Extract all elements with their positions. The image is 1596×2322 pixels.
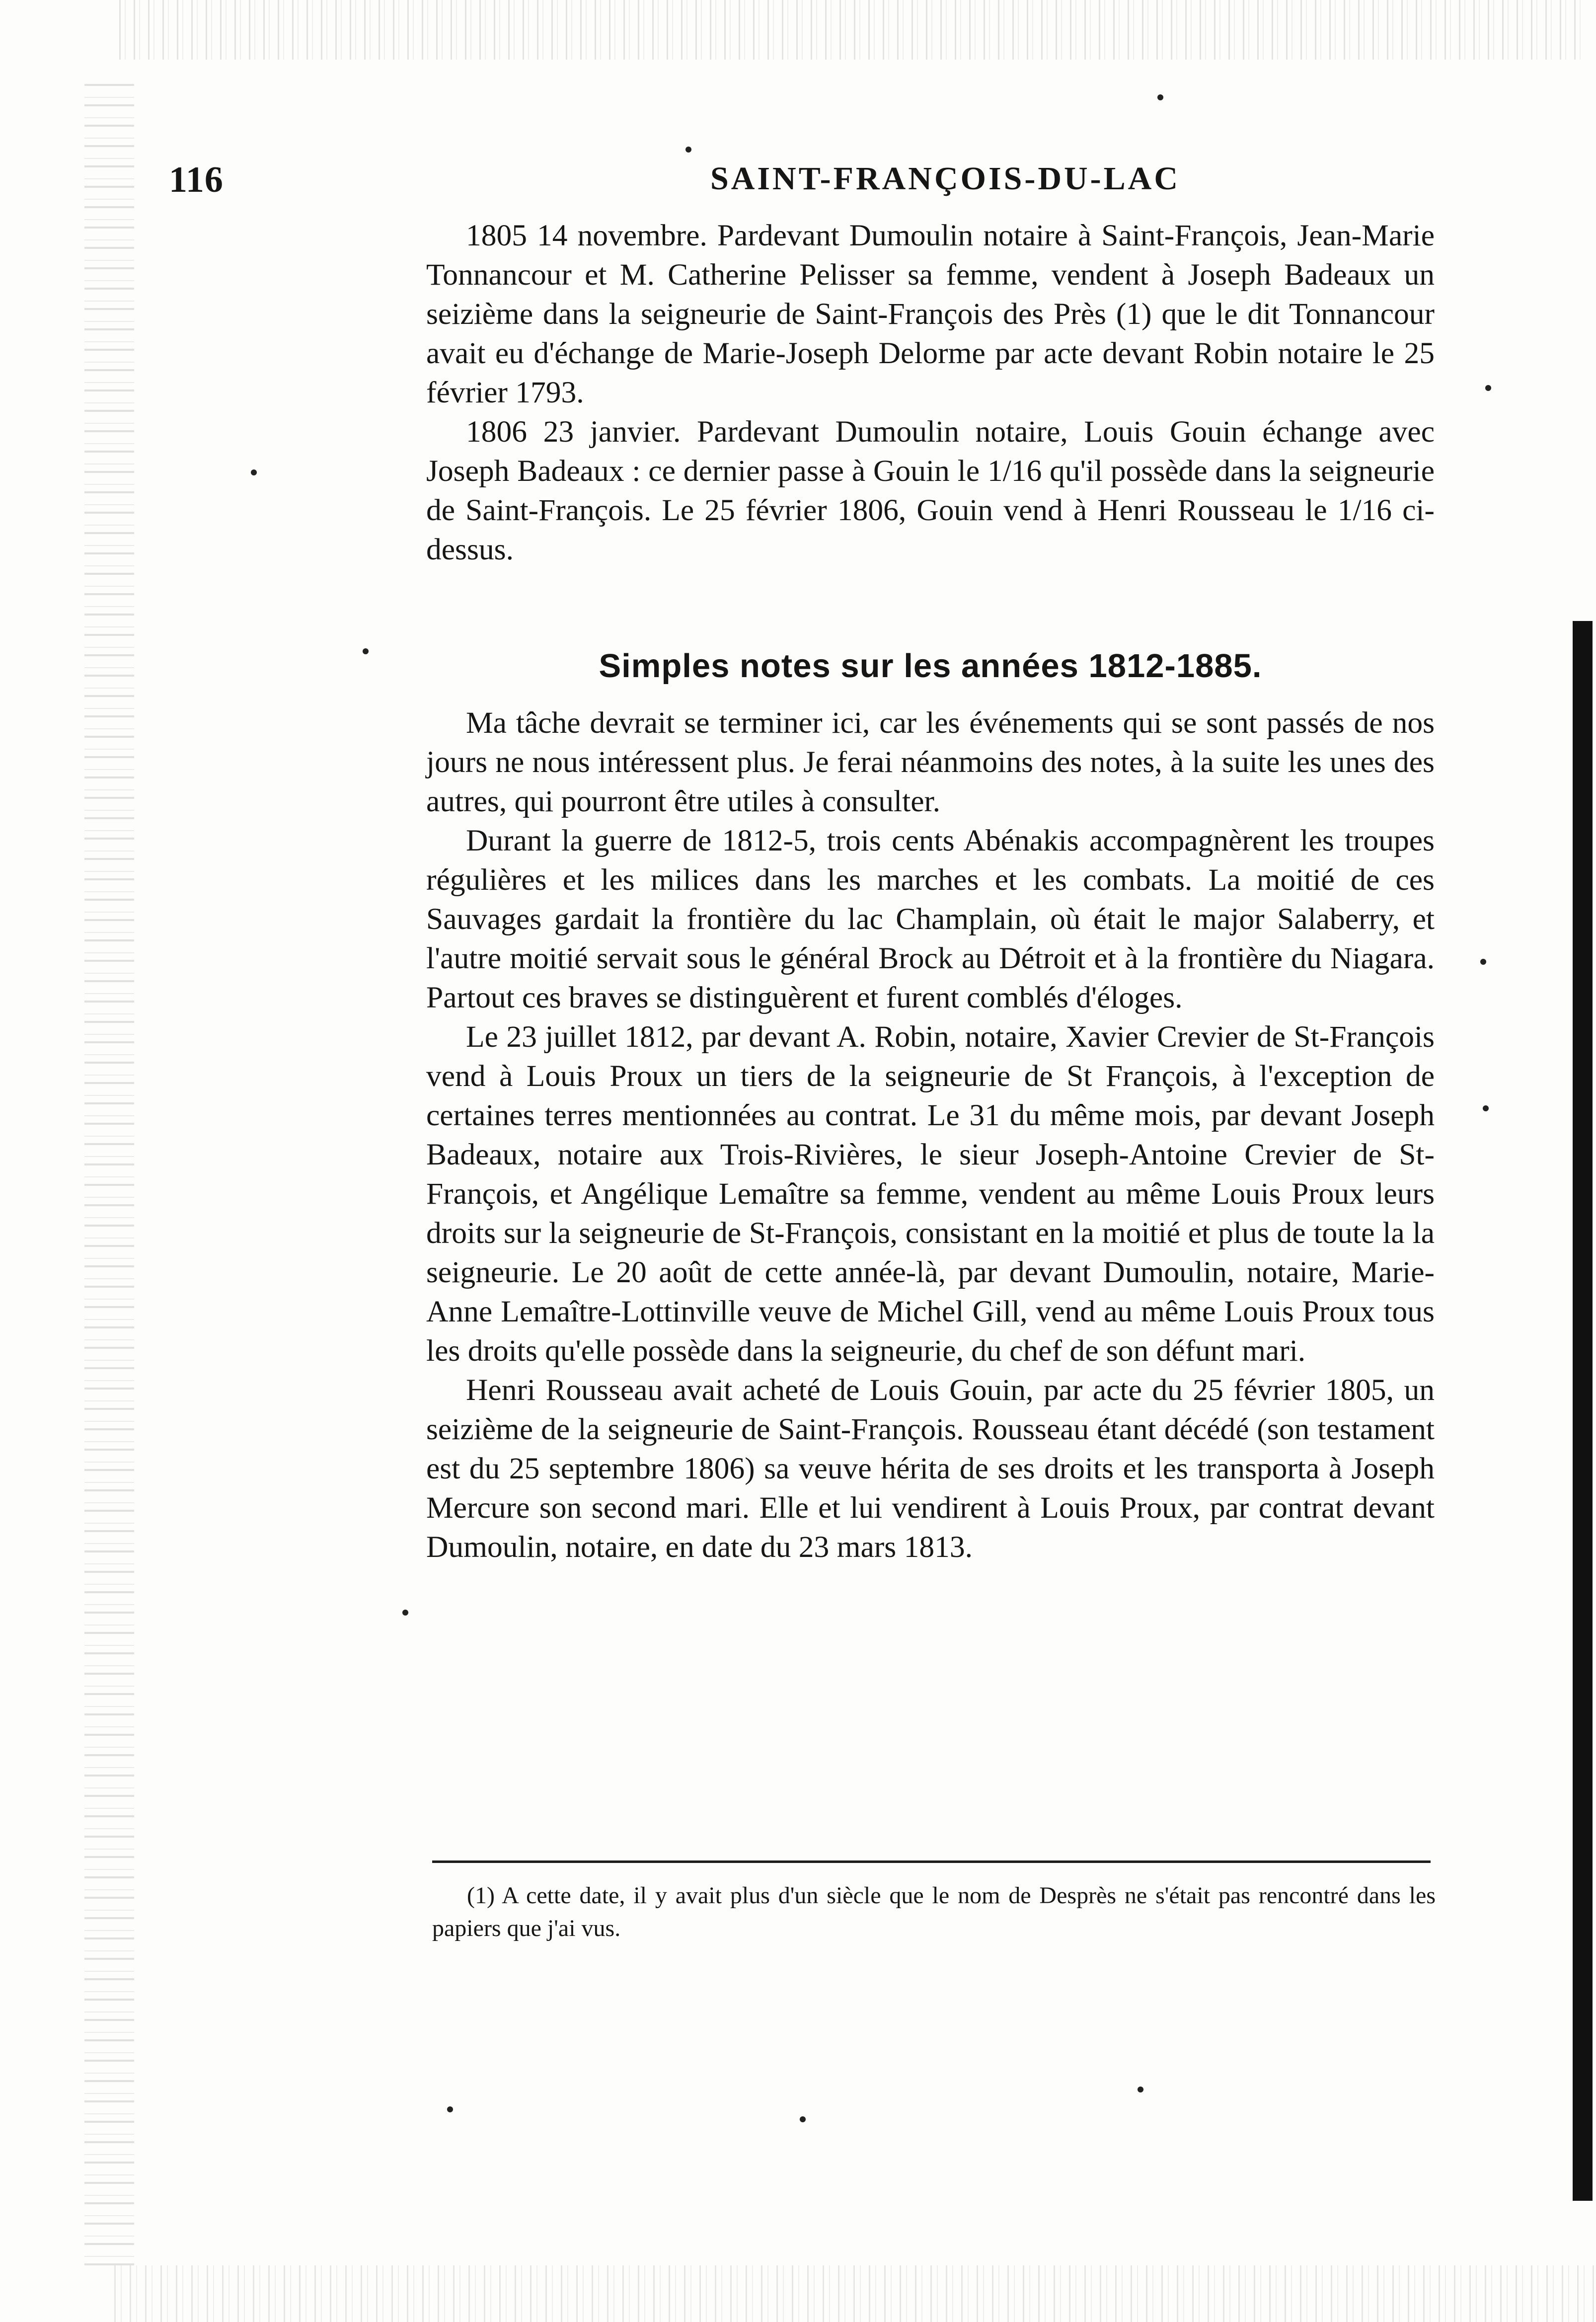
ink-speck bbox=[1157, 94, 1163, 100]
scan-noise-left bbox=[84, 79, 134, 2265]
ink-speck bbox=[1483, 1105, 1489, 1111]
ink-speck bbox=[251, 469, 257, 475]
ink-speck bbox=[685, 147, 691, 153]
section-paragraph: Ma tâche devrait se terminer ici, car les événements qui se sont passés de nos jours ne nous intéressent plus. Je ferai néanmoins des notes, à la suite les unes des autres, qui pourront être utiles à consulter. bbox=[426, 706, 1435, 818]
ink-speck bbox=[1138, 2087, 1143, 2092]
ink-speck bbox=[1480, 959, 1486, 965]
body-text bbox=[426, 216, 1435, 1567]
scan-noise-top bbox=[119, 0, 1585, 60]
page-number: 116 bbox=[169, 159, 224, 200]
ink-speck bbox=[402, 1610, 408, 1616]
footnote: (1) A cette date, il y avait plus d'un siècle que le nom de Desprès ne s'était pas rencontré dans les papiers que j'ai vus. bbox=[432, 1882, 1436, 1941]
section-paragraph: Le 23 juillet 1812, par devant A. Robin, notaire, Xavier Crevier de St-François vend à Louis Proux un tiers de la seigneurie de St François, à l'exception de certaines terres mentionnées au contrat. Le 31 du même mois, par devant Joseph Badeaux, notaire aux Trois-Rivières, le sieur Joseph-Antoine Crevier de St-François, et Angélique Lemaître sa femme, vendent au même Louis Proux leurs droits sur la seigneurie de St-François, consistant en la moitié et plus de toute la la seigneurie. Le 20 août de cette année-là, par devant Dumoulin, notaire, Marie-Anne Lemaître-Lottinville veuve de Michel Gill, vend au même Louis Proux tous les droits qu'elle possède dans la seigneurie, du chef de son défunt mari. bbox=[426, 1020, 1435, 1368]
ink-speck bbox=[1485, 385, 1491, 391]
ink-speck bbox=[447, 2106, 453, 2112]
ink-speck bbox=[800, 2116, 806, 2122]
running-head: SAINT-FRANÇOIS-DU-LAC bbox=[710, 160, 1180, 197]
paragraph-1805: 1805 14 novembre. Pardevant Dumoulin notaire à Saint-François, Jean-Marie Tonnancour et M. Catherine Pelisser sa femme, vendent à Joseph Badeaux un seizième dans la seigneurie de Saint-François des Près (1) que le dit Tonnancour avait eu d'échange de Marie-Joseph Delorme par acte devant Robin notaire le 25 février 1793. bbox=[426, 219, 1435, 409]
section-paragraph: Henri Rousseau avait acheté de Louis Gouin, par acte du 25 février 1805, un seizième de la seigneurie de Saint-François. Rousseau étant décédé (son testament est du 25 septembre 1806) sa veuve hérita de ses droits et les transporta à Joseph Mercure son second mari. Elle et lui vendirent à Louis Proux, par contrat devant Dumoulin, notaire, en date du 23 mars 1813. bbox=[426, 1373, 1435, 1564]
footnote-rule bbox=[432, 1860, 1431, 1863]
section-title: Simples notes sur les années 1812-1885. bbox=[599, 647, 1262, 685]
paragraph-1806: 1806 23 janvier. Pardevant Dumoulin notaire, Louis Gouin échange avec Joseph Badeaux : ce dernier passe à Gouin le 1/16 qu'il possède dans la seigneurie de Saint-François. Le 25 février 1806, Gouin vend à Henri Rousseau le 1/16 ci-dessus. bbox=[426, 415, 1435, 566]
ink-speck bbox=[363, 648, 369, 654]
page-header bbox=[164, 154, 1455, 209]
section-paragraph: Durant la guerre de 1812-5, trois cents Abénakis accompagnèrent les troupes régulières et les milices dans les marches et les combats. La moitié de ces Sauvages gardait la frontière du lac Champlain, où était le major Salaberry, et l'autre moitié servait sous le général Brock au Détroit et à la frontière du Niagara. Partout ces braves se distinguèrent et furent comblés d'éloges. bbox=[426, 824, 1435, 1014]
scan-noise-bottom bbox=[114, 2265, 1595, 2322]
scan-edge-shadow bbox=[1573, 621, 1593, 2201]
